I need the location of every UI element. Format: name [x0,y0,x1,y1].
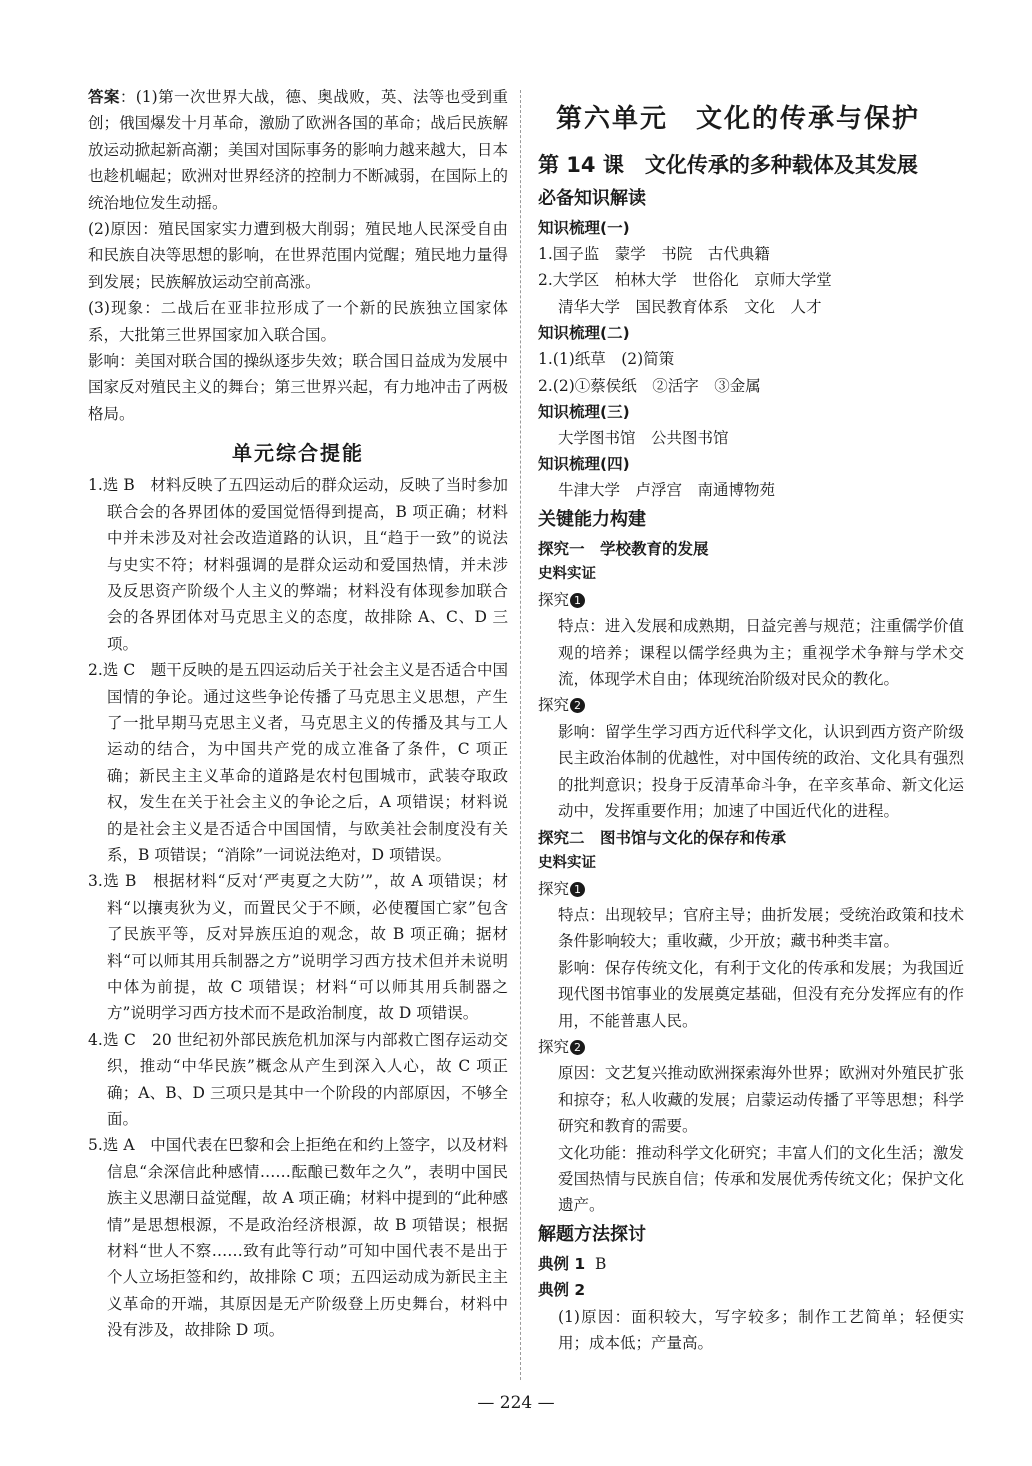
heading-ability: 关键能力构建 [538,508,646,530]
page-number: — 224 — [477,1393,555,1413]
example-2-label: 典例 2 [538,1281,586,1300]
example-2-text: (1)原因：面积较大，写字较多；制作工艺简单；轻便实用；成本低；产量高。 [558,1307,964,1352]
example-1-label: 典例 1 [538,1254,586,1273]
knowledge-2-line-1: 1.(1)纸草 (2)简策 [538,350,675,369]
explore-1-q2-text: 影响：留学生学习西方近代科学文化，认识到西方资产阶级民主政治体制的优越性，对中国传统的政治、文化具有强烈的批判意识；投身于反清革命斗争，在辛亥革命、新文化运动中，发挥重要作用；加速了中国近代化的进程。 [558,722,964,821]
knowledge-1-title: 知识梳理(一) [538,219,630,237]
answer-label: 答案 [88,88,120,106]
explore-2-q2-label [538,1034,964,1060]
number-2-badge: 2 [570,1040,585,1055]
answer-item-5: 5.选 A 中国代表在巴黎和会上拒绝在和约上签字，以及材料信息“余深信此种感情……酝酿已数年之久”，表明中国民族主义思潮日益觉醒，故 A 项正确；材料中提到的“此种感情”是思想根源，不是政治经济根源，故 B 项错误；根据材料“世人不察……致有此等行动”可知中国代表不是出于个人立场拒签和约，故排除 C 项；五四运动成为新民主主义革命的开端，其原因是无产阶级登上历史舞台，材料中没有涉及，故排除 D 项。 [88,1136,508,1340]
explore-label: 探究 [538,1037,570,1056]
right-column [538,84,964,1356]
answer-paragraph-3: (3)现象：二战后在亚非拉形成了一个新的民族独立国家体系，大批第三世界国家加入联合国。 [88,299,508,344]
knowledge-3-title: 知识梳理(三) [538,403,630,422]
answer-paragraph-2: (2)原因：殖民国家实力遭到极大削弱；殖民地人民深受自由和民族自决等思想的影响，在世界范围内觉醒；殖民地力量得到发展；民族解放运动空前高涨。 [88,220,508,291]
heading-knowledge: 必备知识解读 [538,188,646,209]
lesson-title: 第 14 课 文化传承的多种载体及其发展 [538,153,918,177]
explore-1-q1-label [538,587,964,613]
explore-1-q1-text: 特点：进入发展和成熟期，日益完善与规范；注重儒学价值观的培养；课程以儒学经典为主；重视学术争辩与学术交流，体现学术自由；体现统治阶级对民众的教化。 [558,617,964,689]
explore-1-q2-label [538,692,964,718]
explore-2-q1-text-b: 影响：保存传统文化，有利于文化的传承和发展；为我国近现代图书馆事业的发展奠定基础，但没有充分发挥应有的作用，不能普惠人民。 [558,958,964,1030]
example-1 [538,1251,964,1277]
explore-2-q2-text-b: 文化功能：推动科学文化研究；丰富人们的文化生活；激发爱国热情与民族自信；传承和发展优秀传统文化；保护文化遗产。 [558,1143,964,1215]
knowledge-1-line-2: 2.大学区 柏林大学 世俗化 京师大学堂 [538,271,832,290]
left-column [88,84,508,1344]
example-1-answer: B [595,1254,607,1273]
knowledge-2-line-2: 2.(2)①蔡侯纸 ②活字 ③金属 [538,376,761,395]
knowledge-3-line-1: 大学图书馆 公共图书馆 [558,429,729,448]
explore-label: 探究 [538,696,570,715]
heading-method: 解题方法探讨 [538,1223,646,1245]
knowledge-4-line-1: 牛津大学 卢浮宫 南通博物苑 [558,481,776,500]
knowledge-1-line-3: 清华大学 国民教育体系 文化 人才 [558,297,822,316]
explore-label: 探究 [538,590,570,609]
unit-title: 第六单元 文化的传承与保护 [556,104,921,134]
answer-paragraph-1 [88,84,508,216]
explore-2-q1-label [538,876,964,902]
explore-2-title: 探究二 图书馆与文化的保存和传承 [538,828,787,847]
answer-paragraph-4: 影响：美国对联合国的操纵逐步失效；联合国日益成为发展中国家反对殖民主义的舞台；第三世界兴起，有力地冲击了两极格局。 [88,352,508,423]
example-2 [538,1277,964,1303]
answer-text-1: ：(1)第一次世界大战，德、奥战败，英、法等也受到重创；俄国爆发十月革命，激励了欧洲各国的革命；战后民族解放运动掀起新高潮；美国对国际事务的影响力越来越大，日本也趁机崛起；欧洲对世界经济的控制力不断减弱，在国际上的统治地位发生动摇。 [88,88,508,212]
knowledge-2-title: 知识梳理(二) [538,324,630,343]
section-title: 单元综合提能 [232,441,364,466]
knowledge-1-line-1: 1.国子监 蒙学 书院 古代典籍 [538,245,770,263]
column-divider [520,90,521,1380]
explore-1-subtitle: 史料实证 [538,565,596,582]
explore-2-q2-text-a: 原因：文艺复兴推动欧洲探索海外世界；欧洲对外殖民扩张和掠夺；私人收藏的发展；启蒙运动传播了平等思想；科学研究和教育的需要。 [558,1064,964,1136]
answer-item-2: 2.选 C 题干反映的是五四运动后关于社会主义是否适合中国国情的争论。通过这些争论传播了马克思主义思想，产生了一批早期马克思主义者，马克思主义的传播及其与工人运动的结合，为中国共产党的成立准备了条件，C 项正确；新民主主义革命的道路是农村包围城市，武装夺取政权，发生在关于社会主义的争论之后，A 项错误；材料说的是社会主义是否适合中国国情，与欧美社会制度没有关系，B 项错误；“消除”一词说法绝对，D 项错误。 [88,661,508,864]
number-2-badge: 2 [570,698,585,713]
number-1-badge: 1 [570,593,585,608]
answer-item-4: 4.选 C 20 世纪初外部民族危机加深与内部救亡图存运动交织，推动“中华民族”概念从产生到深入人心，故 C 项正确；A、B、D 三项只是其中一个阶段的内部原因，不够全面。 [88,1030,508,1129]
explore-1-title: 探究一 学校教育的发展 [538,539,709,558]
explore-2-q1-text-a: 特点：出现较早；官府主导；曲折发展；受统治政策和技术条件影响较大；重收藏，少开放；藏书种类丰富。 [558,905,964,951]
knowledge-4-title: 知识梳理(四) [538,455,630,474]
explore-2-subtitle: 史料实证 [538,854,596,871]
answer-item-3: 3.选 B 根据材料“反对‘严夷夏之大防’”，故 A 项错误；材料“以攘夷狄为义，而置民父于不顾，必使覆国亡家”包含了民族平等，反对异族压迫的观念，故 B 项正确；据材料“可以师其用兵制器之方”说明学习西方技术但并未说明中体为前提，故 C 项错误；材料“可以师其用兵制器之方”说明学习西方技术而不是政治制度，故 D 项错误。 [88,872,508,1023]
answer-item-1: 1.选 B 材料反映了五四运动后的群众运动，反映了当时参加联合会的各界团体的爱国觉悟得到提高，B 项正确；材料中并未涉及对社会改造道路的认识，且“趋于一致”的说法与史实不符；材料强调的是群众运动和爱国热情，并未涉及反思资产阶级个人主义的弊端；材料没有体现参加联合会的各界团体对马克思主义的态度，故排除 A、C、D 三项。 [88,476,508,653]
explore-label: 探究 [538,879,570,898]
number-1-badge: 1 [570,882,585,897]
